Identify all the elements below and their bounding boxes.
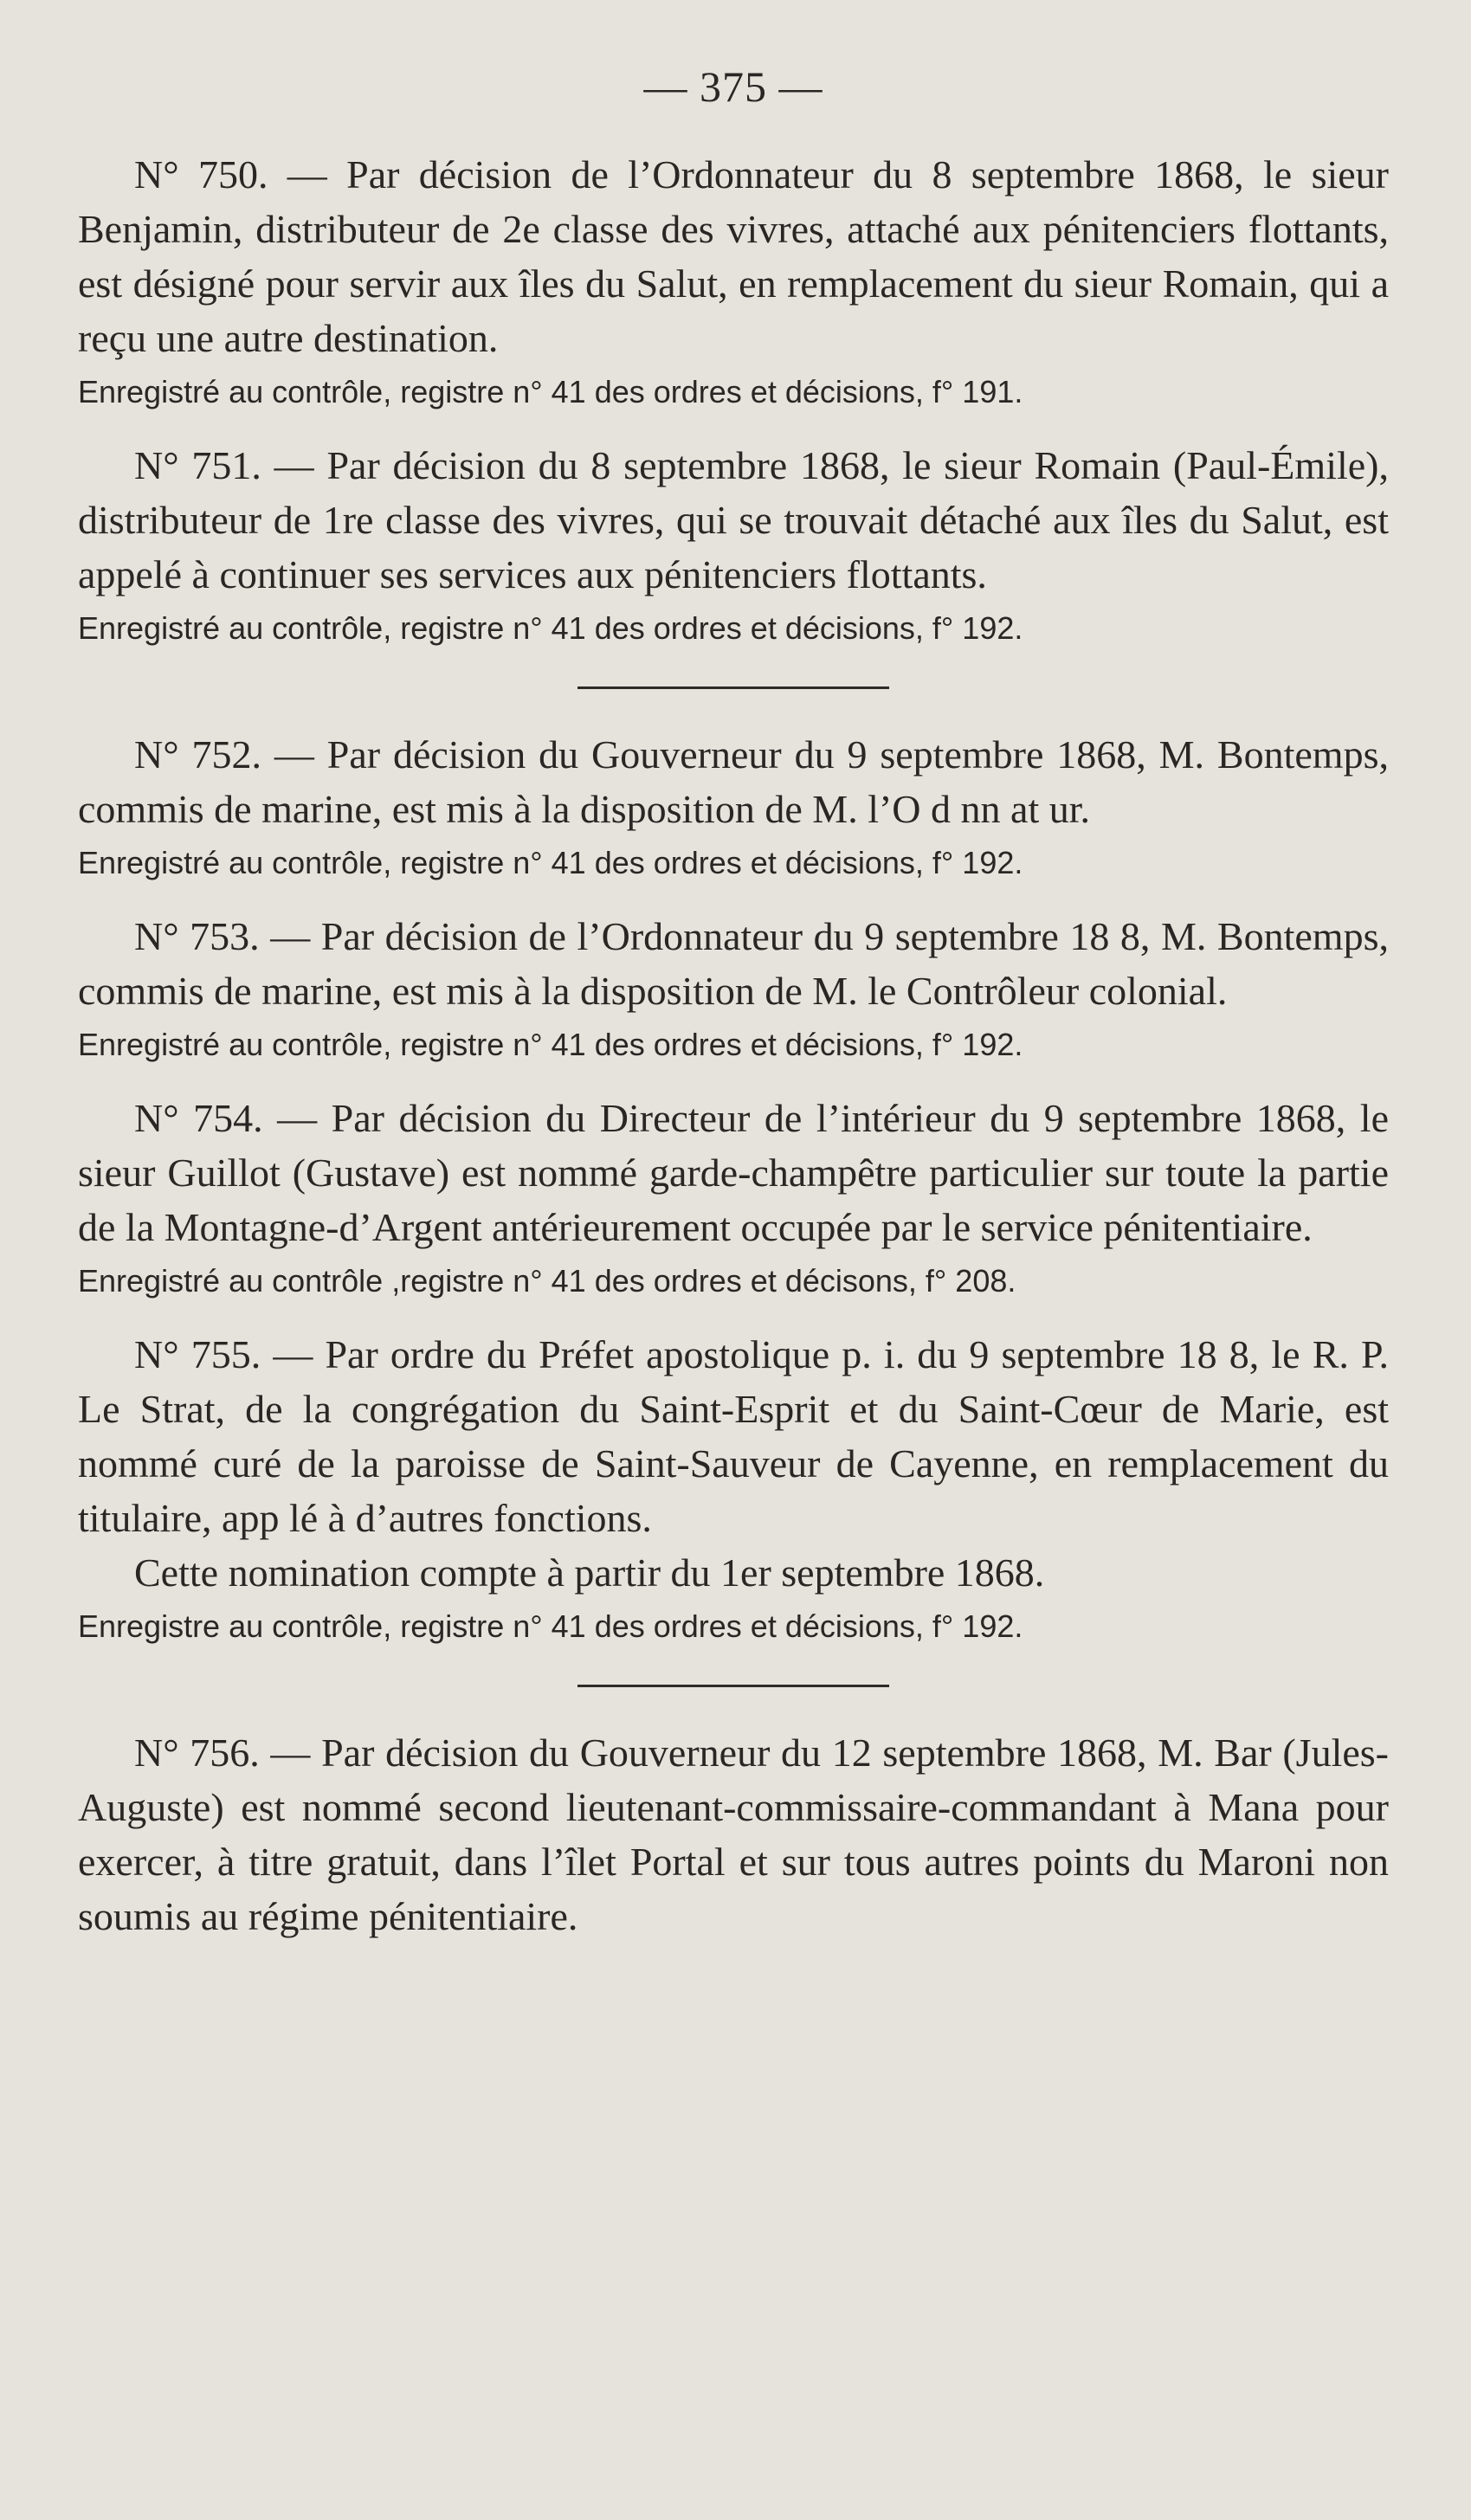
page-number: — 375 — [643,62,823,111]
entry-751 [78,438,1389,652]
register-note: Enregistré au contrôle, registre n° 41 des ordres et décisions, f° 192. [78,845,1023,880]
spacer [78,1068,1389,1091]
spacer [78,886,1389,909]
entry-text: N° 750. — Par décision de l’Ordonnateur du 8 septembre 1868, le sieur Benjamin, distributeur de 2e classe des vivres, attaché aux pénitenciers flottants, est désigné pour servir aux îles du Salut, en remplacement du sieur Romain, qui a reçu une autre destination. [78,152,1389,360]
entry-756 [78,1725,1389,1943]
entry-text: N° 755. — Par ordre du Préfet apostolique p. i. du 9 septembre 18 8, le R. P. Le Strat, de la congrégation du Saint-Esprit et du Saint-Cœur de Marie, est nommé curé de la paroisse de Saint-Sauveur de Cayenne, en remplacement du titulaire, app lé à d’autres fonctions. [78,1332,1389,1540]
register-note: Enregistre au contrôle, registre n° 41 des ordres et décisions, f° 192. [78,1608,1023,1644]
entry-text: N° 752. — Par décision du Gouverneur du 9 septembre 1868, M. Bontemps, commis de marine, est mis à la disposition de M. l’O d nn at ur. [78,732,1389,831]
register-note: Enregistré au contrôle, registre n° 41 des ordres et décisions, f° 191. [78,374,1023,409]
entry-text: N° 754. — Par décision du Directeur de l’intérieur du 9 septembre 1868, le sieur Guillot (Gustave) est nommé garde-champêtre particulier sur toute la partie de la Montagne-d’Argent antérieurement occupée par le service pénitentiaire. [78,1096,1389,1249]
entry-text: N° 756. — Par décision du Gouverneur du 12 septembre 1868, M. Bar (Jules-Auguste) est nommé second lieutenant-commissaire-commandant à Mana pour exercer, à titre gratuit, dans l’îlet Portal et sur tous autres points du Maroni non soumis au régime pénitentiaire. [78,1730,1389,1938]
spacer [78,416,1389,438]
register-note: Enregistré au contrôle, registre n° 41 des ordres et décisions, f° 192. [78,610,1023,646]
section-divider [577,1685,889,1687]
register-note: Enregistré au contrôle ,registre n° 41 des ordres et décisons, f° 208. [78,1263,1016,1299]
section-divider [577,686,889,689]
entry-755 [78,1327,1389,1650]
entry-text: N° 753. — Par décision de l’Ordonnateur du 9 septembre 18 8, M. Bontemps, commis de marine, est mis à la disposition de M. le Contrôleur colonial. [78,914,1389,1013]
entry-text: N° 751. — Par décision du 8 septembre 1868, le sieur Romain (Paul-Émile), distributeur de 1re classe des vivres, qui se trouvait détaché aux îles du Salut, est appelé à continuer ses services aux pénitenciers flottants. [78,443,1389,596]
entry-note: Cette nomination compte à partir du 1er septembre 1868. [134,1550,1045,1595]
entry-752 [78,727,1389,886]
spacer [78,1305,1389,1327]
entry-753 [78,909,1389,1068]
entry-750 [78,147,1389,416]
register-note: Enregistré au contrôle, registre n° 41 des ordres et décisions, f° 192. [78,1027,1023,1062]
entry-754 [78,1091,1389,1305]
